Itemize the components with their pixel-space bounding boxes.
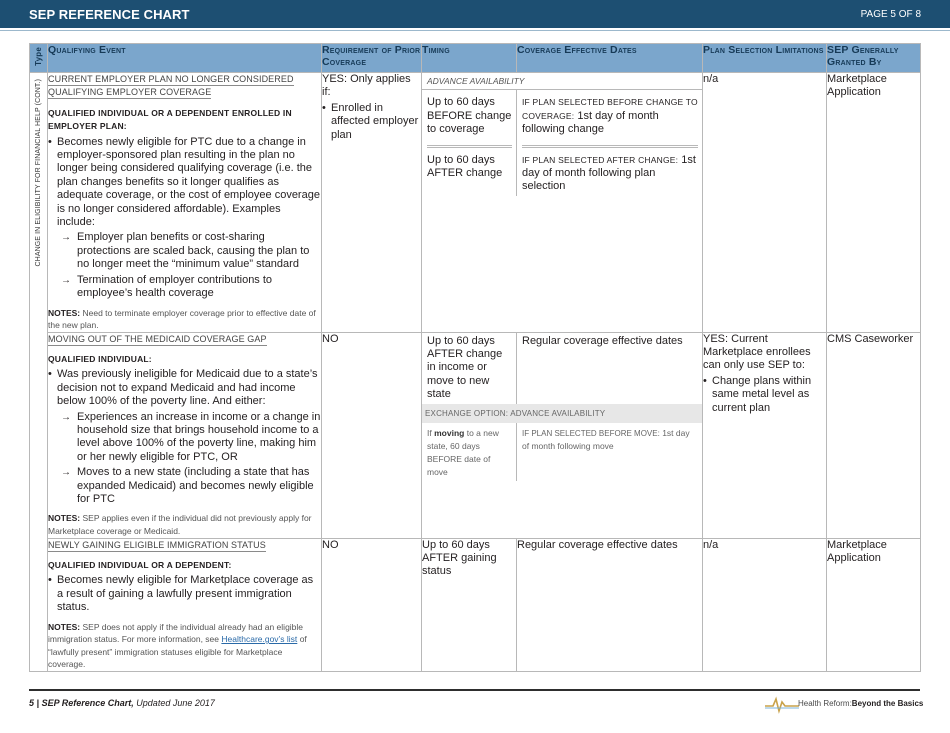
- arrow-right-icon: →: [61, 467, 71, 479]
- qualifying-event-cell: [48, 332, 322, 538]
- timing-before: Up to 60 days BEFORE change to coverage: [427, 96, 512, 136]
- prior-bullet: • Enrolled in affected employer plan: [322, 102, 421, 142]
- plan-limitations-cell: n/a: [703, 538, 827, 671]
- arrow-right-icon: →: [61, 232, 71, 244]
- plan-bullet: • Change plans within same metal level as current plan: [703, 375, 826, 415]
- qualified-heading: QUALIFIED INDIVIDUAL OR A DEPENDENT ENROLLED IN EMPLOYER PLAN:: [48, 107, 292, 132]
- notes: NOTES: SEP applies even if the individual did not previously apply for Marketplace coverage or Medicaid.: [48, 513, 312, 536]
- top-banner: [0, 0, 950, 28]
- column-header-row: [30, 44, 921, 73]
- effective-cell: Regular coverage effective dates: [517, 538, 703, 671]
- plan-lead: YES: Current Marketplace enrollees can only use SEP to:: [703, 332, 811, 372]
- qualifying-event-cell: [48, 73, 322, 333]
- qualified-heading: QUALIFIED INDIVIDUAL:: [48, 353, 152, 364]
- col-coverage-effective-dates: Coverage Effective Dates: [517, 44, 703, 73]
- timing-effective-cell: [422, 332, 703, 538]
- event-bullet: • Was previously ineligible for Medicaid due to a state’s decision not to expand Medicaid and had income below 100% of the poverty line. And either:: [48, 368, 321, 408]
- notes: NOTES: Need to terminate employer coverage prior to effective date of the new plan.: [48, 307, 316, 330]
- timing-after: Up to 60 days AFTER change: [427, 153, 503, 180]
- sep-reference-table: [29, 43, 921, 672]
- event-example: → Employer plan benefits or cost-sharing protections are scaled back, causing the plan to no longer meet the “minimum value” standard: [61, 231, 310, 271]
- prior-lead: YES: Only applies if:: [322, 73, 411, 99]
- timing-cell: Up to 60 days AFTER gaining status: [422, 538, 517, 671]
- healthcare-gov-link[interactable]: Healthcare.gov’s list: [221, 634, 298, 645]
- qualified-heading: QUALIFIED INDIVIDUAL OR A DEPENDENT:: [48, 559, 232, 570]
- banner-rule: [0, 30, 950, 31]
- granted-by-cell: CMS Caseworker: [827, 332, 921, 538]
- heartbeat-logo-icon: [765, 694, 799, 714]
- table-row: [30, 332, 921, 538]
- col-plan-selection-limitations: Plan Selection Limitations: [703, 44, 827, 73]
- event-example: → Termination of employer contributions to employee’s health coverage: [61, 273, 273, 300]
- plan-limitations-cell: [703, 332, 827, 538]
- footer-citation: 5 | SEP Reference Chart, Updated June 2017: [29, 698, 215, 708]
- advance-availability-label: ADVANCE AVAILABILITY: [422, 73, 702, 90]
- event-bullet: • Becomes newly eligible for PTC due to a change in employer-sponsored plan resulting in the plan no longer being considered qualifying coverage (i.e. the plan changes benefits so it longer qualifies as adequate coverage, or the cost of employee coverage is no longer considered affordable). Examples include:: [48, 136, 321, 230]
- plan-limitations-cell: n/a: [703, 73, 827, 333]
- health-reform-logo: Health Reform:Beyond the Basics: [765, 694, 923, 714]
- granted-by-cell: Marketplace Application: [827, 73, 921, 333]
- col-timing: Timing: [422, 44, 517, 73]
- granted-by-cell: Marketplace Application: [827, 538, 921, 671]
- effective-before: IF PLAN SELECTED BEFORE CHANGE TO COVERAGE: 1st day of month following change: [522, 97, 698, 136]
- event-bullet: • Becomes newly eligible for Marketplace coverage as a result of gaining a lawfully present immigration status.: [48, 574, 321, 614]
- col-qualifying-event: Qualifying Event: [48, 44, 322, 73]
- notes: NOTES: SEP does not apply if the individual already had an eligible immigration status. For more information, see Healthcare.gov’s list of “lawfully present” immigration statuses eligible for Marketplace coverage.: [48, 621, 307, 670]
- effective-value: Regular coverage effective dates: [522, 334, 683, 347]
- col-sep-granted-by: SEP Generally Granted By: [827, 44, 921, 73]
- col-prior-coverage: Requirement of Prior Coverage: [322, 44, 422, 73]
- table-row: [30, 538, 921, 671]
- footer-rule: [29, 689, 920, 691]
- effective-after: IF PLAN SELECTED AFTER CHANGE: 1st day of month following plan selection: [522, 153, 696, 193]
- page-indicator: PAGE 5 OF 8: [860, 9, 921, 20]
- prior-coverage-cell: NO: [322, 332, 422, 538]
- document-title: SEP REFERENCE CHART: [29, 7, 190, 22]
- event-example: → Moves to a new state (including a state that has expanded Medicaid) and becomes newly eligible for PTC: [61, 466, 314, 505]
- arrow-right-icon: →: [61, 411, 71, 423]
- event-title: NEWLY GAINING ELIGIBLE IMMIGRATION STATUS: [48, 539, 266, 550]
- event-example: → Experiences an increase in income or a change in household size that brings household income to a level above 100% of the poverty line, making him or her newly eligible for PTC, OR: [61, 410, 321, 463]
- prior-coverage-cell: [322, 73, 422, 333]
- prior-coverage-cell: NO: [322, 538, 422, 671]
- exchange-timing: If moving to a new state, 60 days BEFORE date of move: [422, 423, 517, 481]
- event-title: CURRENT EMPLOYER PLAN NO LONGER CONSIDERED QUALIFYING EMPLOYER COVERAGE: [48, 74, 294, 98]
- timing-effective-cell: [422, 73, 703, 333]
- exchange-option-band: EXCHANGE OPTION: ADVANCE AVAILABILITY: [421, 404, 703, 423]
- exchange-effective: IF PLAN SELECTED BEFORE MOVE: 1st day of month following move: [522, 427, 690, 451]
- type-side-label: CHANGE IN ELIGIBILITY FOR FINANCIAL HELP (CONT.): [30, 73, 48, 672]
- event-title: MOVING OUT OF THE MEDICAID COVERAGE GAP: [48, 333, 267, 344]
- timing-value: Up to 60 days AFTER change in income or move to new state: [422, 333, 517, 404]
- table-row: [30, 73, 921, 333]
- arrow-right-icon: →: [61, 274, 71, 286]
- qualifying-event-cell: [48, 538, 322, 671]
- col-type: Type: [30, 44, 48, 73]
